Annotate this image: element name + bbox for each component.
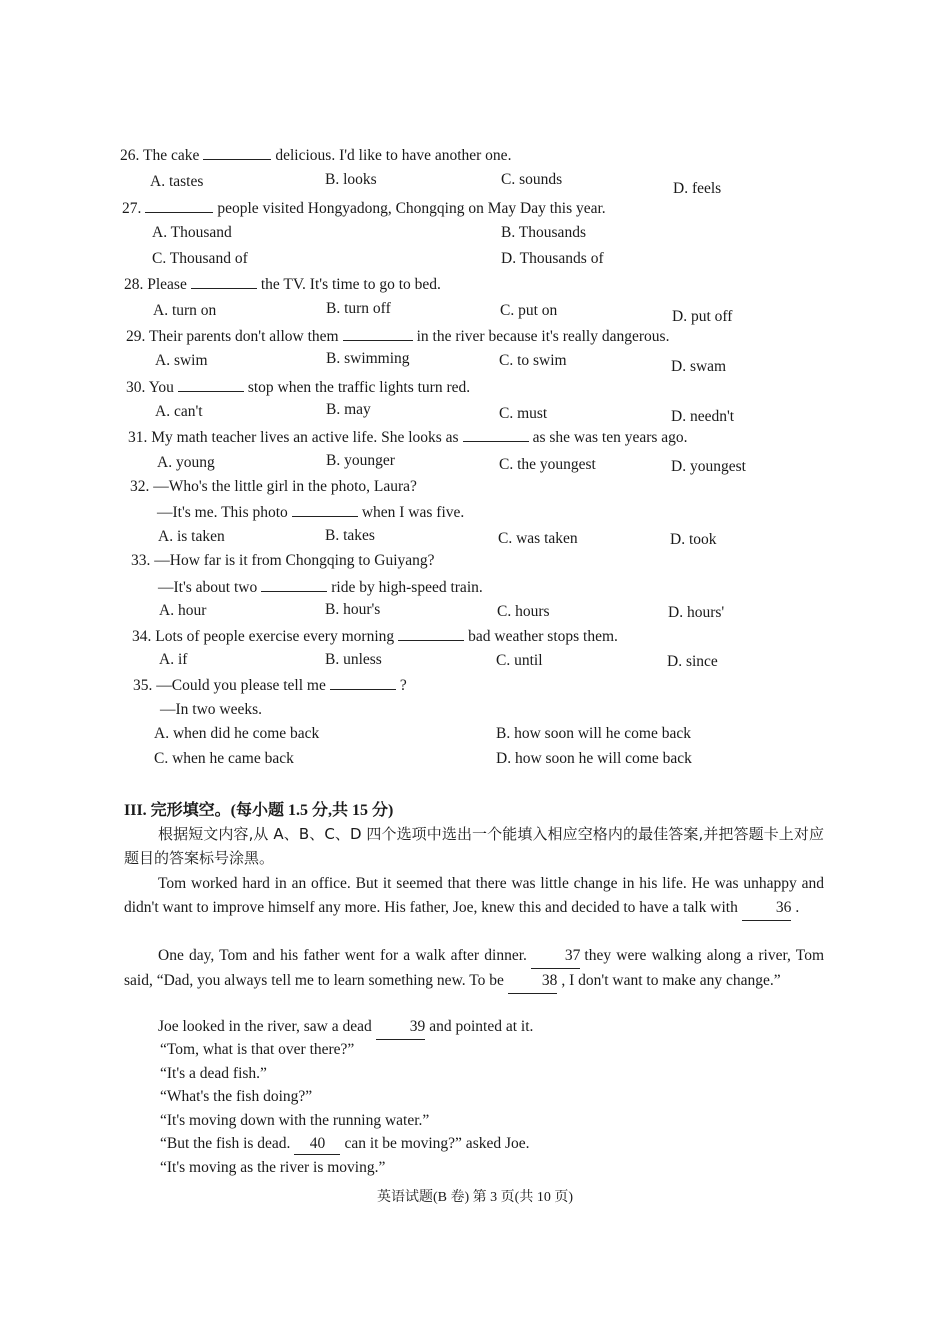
option-d: D. needn't: [671, 408, 735, 425]
question-stem: —Could you please tell me: [156, 677, 326, 694]
dialogue-line-1: “Tom, what is that over there?”: [160, 1041, 355, 1058]
passage-text: they were walking along a river, Tom said, “Dad, you always tell me to learn something new. To be: [124, 947, 824, 989]
option-a: A. hour: [159, 602, 207, 619]
passage-text: One day, Tom and his father went for a walk after dinner.: [158, 947, 527, 964]
option-c: C. the youngest: [499, 456, 596, 473]
question-31: [128, 427, 688, 448]
question-stem: ride by high-speed train.: [331, 579, 483, 596]
section-instruction: 根据短文内容,从 A、B、C、D 四个选项中选出一个能填入相应空格内的最佳答案,并把答题卡上对应题目的答案标号涂黑。: [124, 825, 824, 867]
question-stem: when I was five.: [361, 504, 465, 521]
passage-text: .: [795, 899, 800, 916]
option-b: B. hour's: [325, 601, 381, 618]
dialogue-line-5: [160, 1134, 530, 1155]
answer-blank: [191, 274, 257, 289]
option-a: A. turn on: [153, 302, 217, 319]
cloze-blank-39: 39: [376, 1015, 426, 1040]
cloze-blank-38: 38: [508, 969, 558, 994]
option-c: C. until: [496, 652, 543, 669]
option-c: C. sounds: [501, 171, 563, 188]
dialogue-line-6: “It's moving as the river is moving.”: [160, 1159, 386, 1176]
question-stem: The cake: [142, 147, 200, 164]
answer-blank: [463, 427, 529, 442]
answer-blank: [343, 326, 413, 341]
question-33: [131, 551, 435, 571]
question-number: 27.: [122, 200, 142, 217]
question-stem: —It's about two: [158, 579, 258, 596]
option-b: B. Thousands: [501, 224, 586, 241]
option-d: D. Thousands of: [501, 250, 604, 267]
section-heading: III. 完形填空。(每小题 1.5 分,共 15 分): [124, 802, 394, 819]
option-d: D. youngest: [671, 458, 746, 475]
option-c: C. must: [499, 405, 548, 422]
question-number: 34.: [132, 628, 152, 645]
option-d: D. took: [670, 531, 717, 548]
option-d: D. put off: [672, 308, 733, 325]
question-35: [133, 675, 407, 696]
dialogue-line-2: “It's a dead fish.”: [160, 1065, 267, 1082]
option-a: A. tastes: [150, 173, 204, 190]
option-a: A. when did he come back: [154, 725, 320, 742]
question-26: [120, 145, 511, 166]
option-d: D. feels: [673, 180, 722, 197]
question-stem: delicious. I'd like to have another one.: [275, 147, 512, 164]
cloze-blank-36: 36: [742, 896, 792, 921]
option-c: C. Thousand of: [152, 250, 248, 267]
option-a: A. young: [157, 454, 215, 471]
question-34: [132, 626, 618, 647]
question-number: 26.: [120, 147, 140, 164]
answer-blank: [261, 577, 327, 592]
option-c: C. was taken: [498, 530, 578, 547]
passage-text: Tom worked hard in an office. But it seemed that there was little change in his life. He was unhappy and didn't want to improve himself any more. His father, Joe, knew this and decided to have a talk with: [124, 875, 824, 916]
question-number: 32.: [130, 478, 150, 495]
question-stem: ?: [399, 677, 407, 694]
question-32: [130, 477, 417, 497]
option-b: B. swimming: [326, 350, 410, 367]
passage-paragraph-3: [124, 1015, 824, 1040]
option-d: D. swam: [671, 358, 727, 375]
question-stem: Please: [147, 276, 187, 293]
answer-blank: [330, 675, 396, 690]
option-c: C. hours: [497, 603, 550, 620]
option-a: A. Thousand: [152, 224, 232, 241]
passage-text: and pointed at it.: [429, 1018, 534, 1035]
passage-paragraph-1: [124, 872, 824, 921]
question-number: 30.: [126, 379, 146, 396]
option-b: B. how soon will he come back: [496, 725, 692, 742]
question-number: 31.: [128, 429, 148, 446]
option-d: D. since: [667, 653, 718, 670]
question-number: 29.: [126, 328, 146, 345]
question-32-reply: [157, 502, 464, 523]
question-stem: the TV. It's time to go to bed.: [260, 276, 441, 293]
answer-blank: [178, 377, 244, 392]
question-30: [126, 377, 470, 398]
option-b: B. unless: [325, 651, 382, 668]
question-number: 35.: [133, 677, 153, 694]
dialogue-line-4: “It's moving down with the running water.”: [160, 1112, 430, 1129]
question-stem: You: [148, 379, 174, 396]
option-b: B. younger: [326, 452, 395, 469]
option-b: B. may: [326, 401, 371, 418]
passage-text: “But the fish is dead.: [160, 1135, 291, 1152]
question-stem: Lots of people exercise every morning: [155, 628, 395, 645]
dialogue-line-3: “What's the fish doing?”: [160, 1088, 313, 1105]
question-stem: bad weather stops them.: [468, 628, 618, 645]
option-d: D. hours': [668, 604, 725, 621]
question-number: 28.: [124, 276, 144, 293]
question-stem: in the river because it's really dangerous.: [416, 328, 670, 345]
question-stem: Their parents don't allow them: [148, 328, 339, 345]
question-stem: —It's me. This photo: [157, 504, 288, 521]
option-b: B. turn off: [326, 300, 391, 317]
passage-text: can it be moving?” asked Joe.: [344, 1135, 530, 1152]
passage-text: Joe looked in the river, saw a dead: [158, 1018, 372, 1035]
question-stem: My math teacher lives an active life. She looks as: [151, 429, 459, 446]
question-stem: —Who's the little girl in the photo, Laura?: [153, 478, 417, 495]
question-stem: people visited Hongyadong, Chongqing on May Day this year.: [217, 200, 606, 217]
option-a: A. swim: [155, 352, 208, 369]
cloze-blank-37: 37: [531, 944, 581, 969]
option-c: C. when he came back: [154, 750, 294, 767]
answer-blank: [145, 198, 213, 213]
option-a: A. can't: [155, 403, 203, 420]
question-stem: —How far is it from Chongqing to Guiyang?: [154, 552, 435, 569]
question-stem: as she was ten years ago.: [532, 429, 688, 446]
question-stem: stop when the traffic lights turn red.: [247, 379, 471, 396]
option-a: A. if: [159, 651, 188, 668]
question-35-reply: —In two weeks.: [160, 701, 263, 718]
answer-blank: [398, 626, 464, 641]
question-29: [126, 326, 669, 347]
passage-text: , I don't want to make any change.”: [561, 972, 781, 989]
option-b: B. looks: [325, 171, 377, 188]
option-d: D. how soon he will come back: [496, 750, 692, 767]
option-c: C. to swim: [499, 352, 567, 369]
question-27: [122, 198, 606, 219]
passage-paragraph-2: [124, 944, 824, 994]
option-a: A. is taken: [158, 528, 225, 545]
answer-blank: [203, 145, 271, 160]
answer-blank: [292, 502, 358, 517]
option-b: B. takes: [325, 527, 375, 544]
option-c: C. put on: [500, 302, 558, 319]
question-28: [124, 274, 441, 295]
page-footer: 英语试题(B 卷) 第 3 页(共 10 页): [377, 1190, 573, 1205]
question-33-reply: [158, 577, 483, 598]
question-number: 33.: [131, 552, 151, 569]
cloze-blank-40: 40: [294, 1134, 340, 1155]
